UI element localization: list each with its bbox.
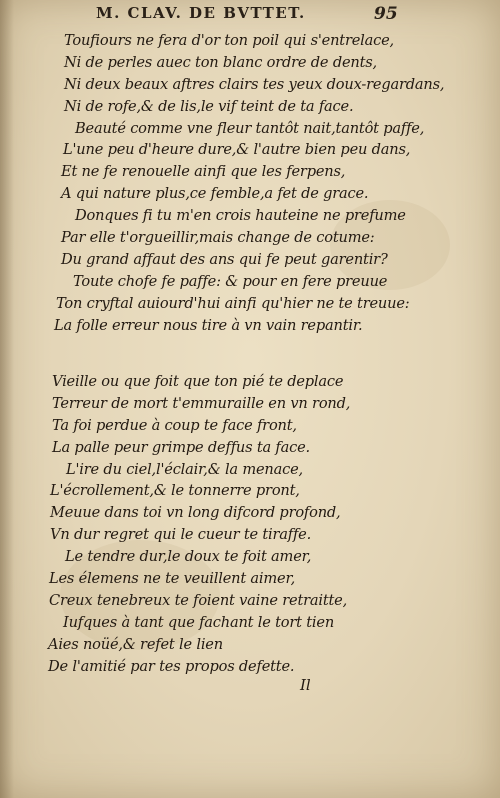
page-number: 95	[374, 4, 398, 24]
verse-line: Donques fi tu m'en crois hauteine ne prefume	[75, 207, 406, 225]
verse-line: Beauté comme vne fleur tantôt nait,tantôt paffe,	[75, 119, 425, 137]
page-header	[60, 4, 398, 26]
verse-line: Toufiours ne fera d'or ton poil qui s'entrelace,	[64, 32, 394, 49]
verse-line: Et ne fe renouelle ainfi que les ferpens,	[61, 163, 346, 181]
verse-line: Ta foi perdue à coup te face front,	[52, 416, 297, 434]
verse-line: L'une peu d'heure dure,& l'autre bien peu dans,	[63, 141, 411, 159]
sonnet-stanza-2	[0, 371, 500, 677]
verse-line: Ni de perles auec ton blanc ordre de dents,	[64, 53, 377, 71]
verse-line: Ni de rofe,& de lis,le vif teint de ta face.	[64, 97, 354, 115]
sonnet-stanza-1	[0, 30, 500, 336]
verse-line: La palle peur grimpe deffus ta face.	[52, 438, 310, 456]
verse-line: Meuue dans toi vn long difcord profond,	[50, 504, 341, 522]
verse-line: L'ire du ciel,l'éclair,& la menace,	[66, 460, 303, 478]
running-head: M. CLAV. DE BVTTET.	[96, 4, 306, 22]
verse-line: Ni deux beaux aftres clairs tes yeux doux-regardans,	[64, 75, 445, 93]
verse-line: Le tendre dur,le doux te foit amer,	[65, 548, 312, 566]
verse-line: De l'amitié par tes propos defette.	[48, 657, 295, 675]
verse-line: Terreur de mort t'emmuraille en vn rond,	[52, 394, 351, 412]
verse-line: Vn dur regret qui le cueur te tiraffe.	[50, 526, 312, 544]
verse-line: Aies noüé,& refet le lien	[48, 635, 223, 653]
verse-line: La folle erreur nous tire à vn vain repantir.	[54, 316, 363, 334]
verse-line: A qui nature plus,ce femble,a fet de grace.	[61, 185, 369, 203]
verse-line: Les élemens ne te veuillent aimer,	[49, 570, 296, 588]
verse-line: Ton cryftal auiourd'hui ainfi qu'hier ne te treuue:	[56, 294, 410, 312]
verse-line: L'écrollement,& le tonnerre pront,	[50, 482, 300, 500]
verse-line: Du grand affaut des ans qui fe peut garentir?	[61, 250, 388, 268]
verse-line: Par elle t'orgueillir,mais change de cotume:	[61, 229, 375, 247]
verse-line: Iufques à tant que fachant le tort tien	[63, 613, 335, 631]
verse-line: Creux tenebreux te foient vaine retraitte,	[49, 591, 348, 609]
verse-line: Toute chofe fe paffe: & pour en fere preuue	[73, 272, 388, 290]
verse-line: Vieille ou que foit que ton pié te deplace	[52, 373, 344, 390]
catchword: Il	[300, 676, 311, 694]
